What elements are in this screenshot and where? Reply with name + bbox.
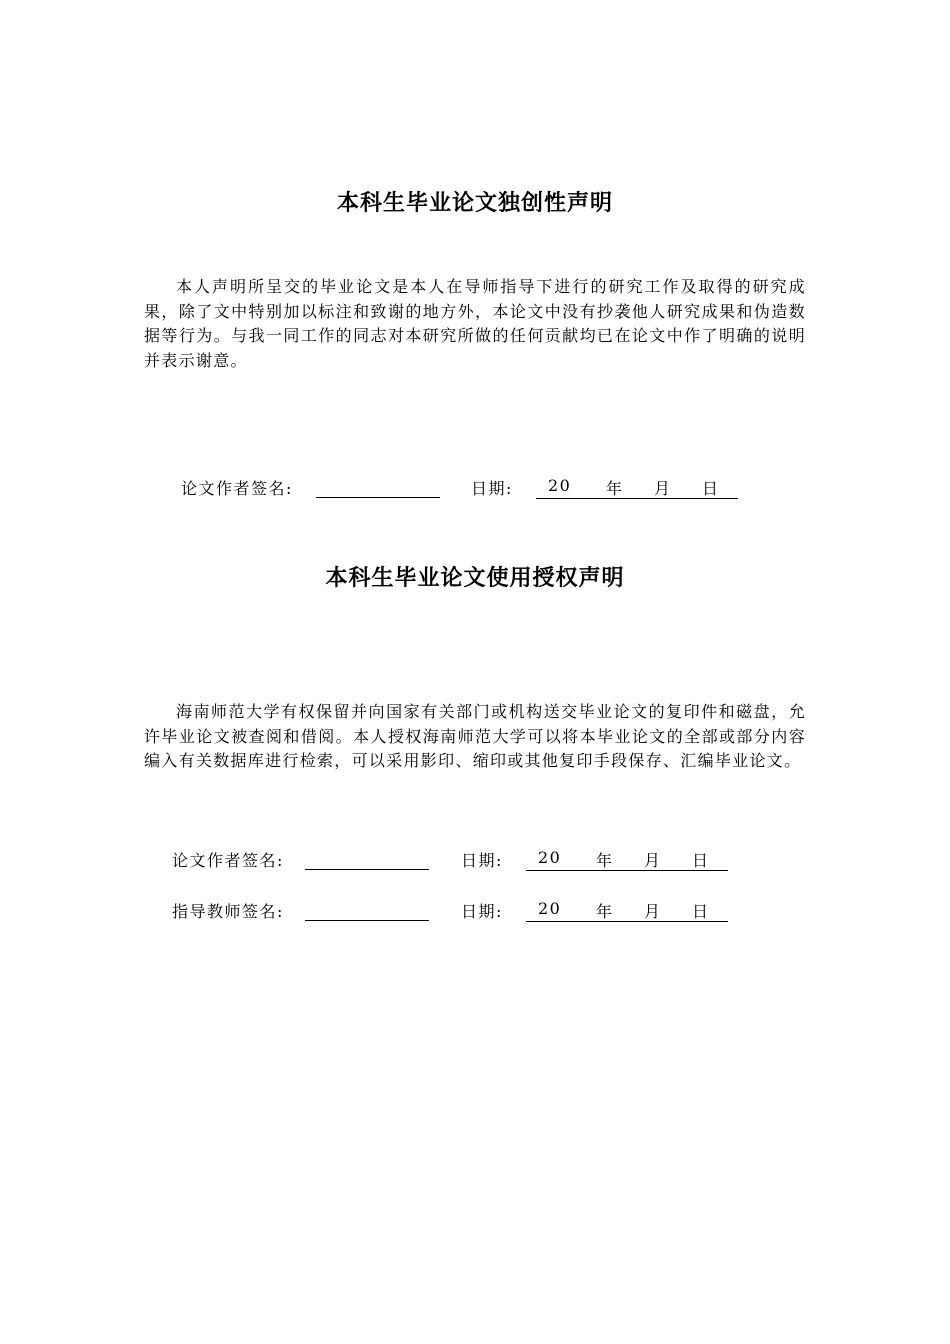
author-signature-field[interactable] — [316, 497, 440, 498]
originality-declaration-title: 本科生毕业论文独创性声明 — [336, 191, 613, 216]
year-char: 年 — [606, 479, 624, 498]
date-label: 日期: — [471, 479, 513, 498]
usage-authorization-title: 本科生毕业论文使用授权声明 — [325, 566, 625, 591]
advisor-signature-label: 指导教师签名: — [172, 902, 284, 921]
author-signature-field[interactable] — [305, 869, 429, 870]
usage-author-signature-line — [172, 848, 732, 872]
day-char: 日 — [692, 851, 710, 870]
date-field[interactable] — [526, 899, 728, 922]
year-char: 年 — [596, 902, 614, 921]
advisor-signature-field[interactable] — [305, 920, 429, 921]
year-char: 年 — [596, 851, 614, 870]
date-label: 日期: — [461, 902, 503, 921]
author-signature-label: 论文作者签名: — [181, 479, 293, 498]
date-field[interactable] — [526, 848, 728, 871]
author-signature-label: 论文作者签名: — [172, 851, 284, 870]
year-prefix: 20 — [538, 848, 562, 867]
month-char: 月 — [644, 902, 662, 921]
usage-authorization-body: 海南师范大学有权保留并向国家有关部门或机构送交毕业论文的复印件和磁盘，允许毕业论文被查阅和借阅。本人授权海南师范大学可以将本毕业论文的全部或部分内容编入有关数据库进行检索，可以采用影印、缩印或其他复印手段保存、汇编毕业论文。 — [144, 702, 806, 770]
originality-declaration-body: 本人声明所呈交的毕业论文是本人在导师指导下进行的研究工作及取得的研究成果，除了文中特别加以标注和致谢的地方外，本论文中没有抄袭他人研究成果和伪造数据等行为。与我一同工作的同志对本研究所做的任何贡献均已在论文中作了明确的说明并表示谢意。 — [144, 277, 806, 370]
month-char: 月 — [644, 851, 662, 870]
day-char: 日 — [702, 479, 720, 498]
year-prefix: 20 — [548, 476, 572, 495]
day-char: 日 — [692, 902, 710, 921]
date-label: 日期: — [461, 851, 503, 870]
month-char: 月 — [654, 479, 672, 498]
usage-advisor-signature-line — [172, 899, 732, 923]
year-prefix: 20 — [538, 899, 562, 918]
date-field[interactable] — [536, 476, 738, 499]
originality-author-signature-line — [181, 476, 741, 500]
